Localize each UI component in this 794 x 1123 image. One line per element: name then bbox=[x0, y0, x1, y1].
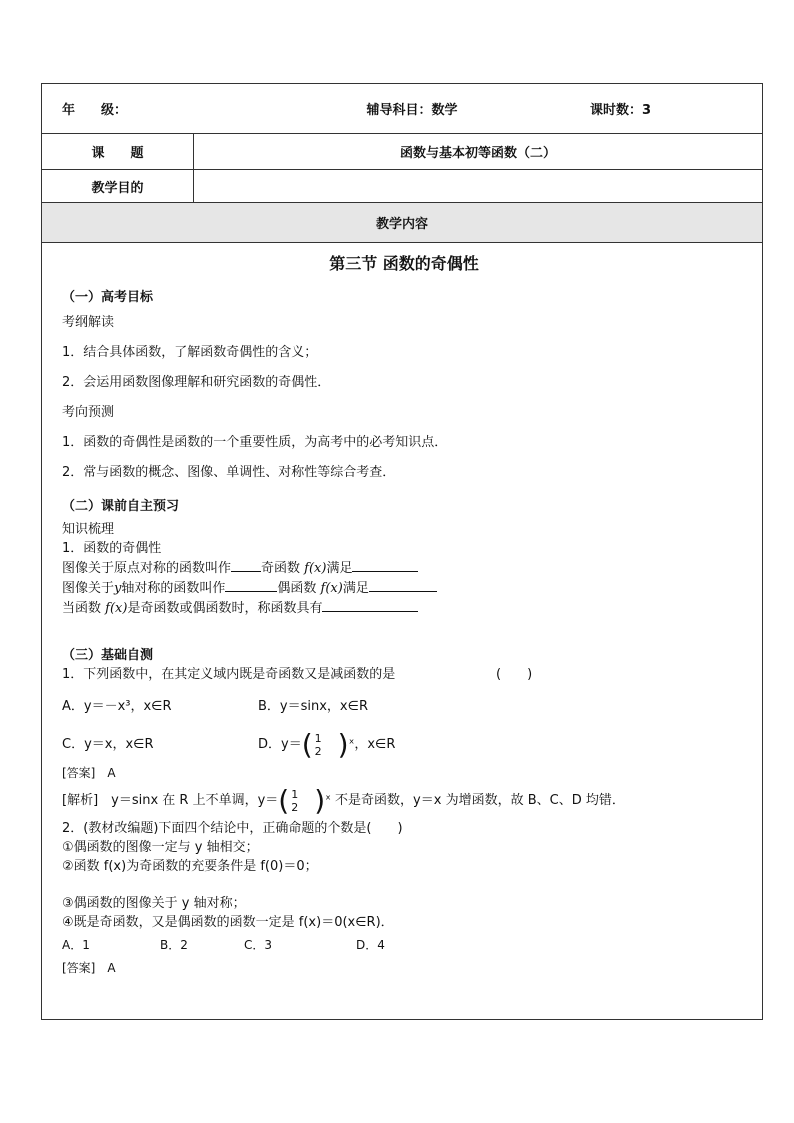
blank bbox=[352, 558, 418, 572]
statement-2: ②函数 f(x)为奇函数的充要条件是 f(0)＝0； bbox=[62, 859, 318, 874]
blank bbox=[231, 558, 261, 572]
grade-label: 年 级： bbox=[62, 103, 128, 118]
option-a: A．y＝－x³，x∈R bbox=[62, 699, 172, 714]
q2-option: B．2 bbox=[160, 938, 188, 952]
goal-value bbox=[194, 170, 762, 202]
statement-1: ①偶函数的图像一定与 y 轴相交； bbox=[62, 840, 259, 855]
blank bbox=[225, 578, 277, 592]
blank bbox=[322, 598, 418, 612]
section-title: 第三节 函数的奇偶性 bbox=[329, 254, 479, 273]
content-header-row bbox=[42, 203, 762, 243]
question-1: 1．下列函数中，在其定义域内既是奇函数又是减函数的是 ( ) bbox=[62, 667, 533, 682]
part1-item: 1．结合具体函数，了解函数奇偶性的含义； bbox=[62, 345, 318, 360]
odd-definition-line: 图像关于原点对称的函数叫作 奇函数 f(x)满足 bbox=[62, 558, 746, 578]
q2-option: A．1 bbox=[62, 938, 90, 952]
explanation-1: [解析] y＝sinx 在 R 上不单调，y＝ ( 1 2 ) ˣ 不是奇函数，y＝x 为增函数，故 B、C、D 均错． bbox=[62, 784, 625, 817]
part1-sub2: 考向预测 bbox=[62, 405, 115, 420]
part1-sub1: 考纲解读 bbox=[62, 315, 115, 330]
parity-definition-line: 当函数 f(x)是奇函数或偶函数时，称函数具有 bbox=[62, 598, 746, 618]
option-d: D．y＝ ( 1 2 ) ˣ，x∈R bbox=[258, 728, 396, 761]
option-c: C．y＝x，x∈R bbox=[62, 737, 154, 752]
topic-row bbox=[42, 134, 762, 170]
part1-item: 2．会运用函数图像理解和研究函数的奇偶性． bbox=[62, 375, 331, 390]
content-row bbox=[42, 243, 762, 1019]
q1-options-row1 bbox=[62, 697, 746, 717]
content-body bbox=[42, 243, 762, 1019]
answer-2: [答案] A bbox=[62, 961, 116, 975]
part1-heading: （一）高考目标 bbox=[62, 290, 154, 305]
content-header: 教学内容 bbox=[375, 217, 428, 232]
part2-heading: （二）课前自主预习 bbox=[62, 499, 180, 514]
part3-heading: （三）基础自测 bbox=[62, 648, 154, 663]
topic-value: 函数与基本初等函数（二） bbox=[399, 146, 556, 161]
q2-option: C．3 bbox=[244, 938, 273, 952]
topic-label: 课 题 bbox=[42, 134, 194, 169]
part1-item: 2．常与函数的概念、图像、单调性、对称性等综合考查． bbox=[62, 465, 396, 480]
subject-label: 辅导科目：数学 bbox=[366, 103, 458, 118]
statement-4: ④既是奇函数，又是偶函数的函数一定是 f(x)＝0(x∈R)． bbox=[62, 915, 394, 930]
q1-options-row2 bbox=[62, 728, 746, 761]
answer-1: [答案] A bbox=[62, 766, 116, 780]
blank bbox=[369, 578, 437, 592]
statement-3: ③偶函数的图像关于 y 轴对称； bbox=[62, 896, 246, 911]
goal-row bbox=[42, 170, 762, 203]
header-row bbox=[42, 84, 762, 134]
q2-options bbox=[62, 936, 746, 953]
option-b: B．y＝sinx，x∈R bbox=[258, 699, 368, 714]
q2-option: D．4 bbox=[356, 938, 385, 952]
even-definition-line: 图像关于y轴对称的函数叫作 偶函数 f(x)满足 bbox=[62, 578, 746, 598]
part2-sub: 知识梳理 bbox=[62, 522, 115, 537]
part2-item: 1．函数的奇偶性 bbox=[62, 541, 162, 556]
part1-item: 1．函数的奇偶性是函数的一个重要性质，为高考中的必考知识点． bbox=[62, 435, 448, 450]
lesson-plan-table bbox=[41, 83, 763, 1020]
goal-label: 教学目的 bbox=[42, 170, 194, 202]
hours-label: 课时数：3 bbox=[590, 103, 652, 118]
question-2: 2．(教材改编题)下面四个结论中，正确命题的个数是( ) bbox=[62, 821, 403, 836]
